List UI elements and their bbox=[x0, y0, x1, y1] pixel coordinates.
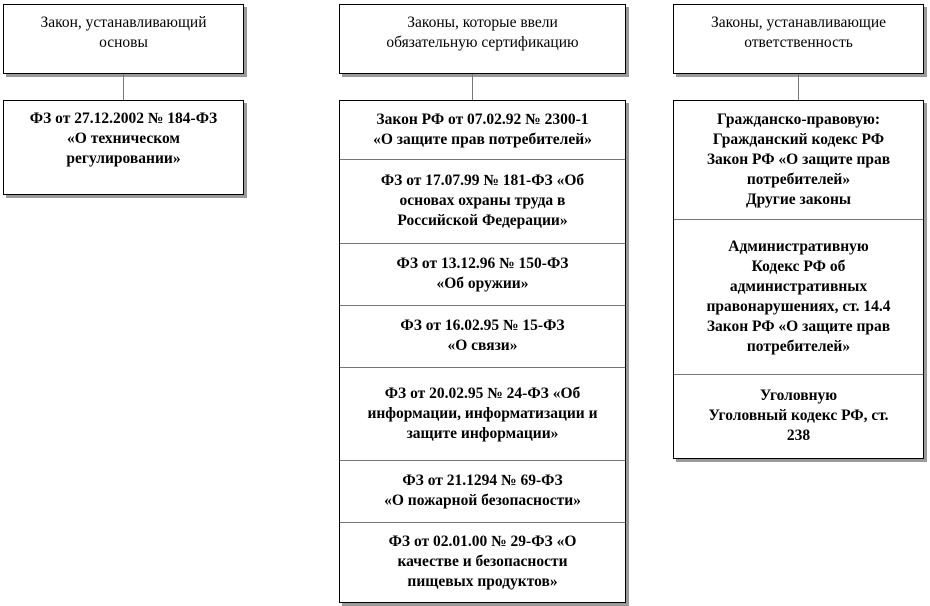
column-2-item-1: Закон РФ от 07.02.92 № 2300-1 «О защите прав потребителей» bbox=[373, 111, 592, 148]
column-2-body bbox=[339, 100, 626, 603]
column-2-item-3: ФЗ от 13.12.96 № 150-ФЗ «Об оружии» bbox=[396, 255, 569, 292]
column-1-body bbox=[3, 100, 244, 195]
column-3-header bbox=[673, 4, 924, 74]
column-2-header-text: Законы, которые ввели обязательную сертификацию bbox=[386, 14, 579, 51]
column-2-connector bbox=[472, 74, 473, 100]
column-3-item-1: Гражданско-правовую: Гражданский кодекс РФ Закон РФ «О защите прав потребителей» Другие законы bbox=[706, 111, 891, 208]
column-3-body bbox=[673, 100, 924, 459]
column-2-item-6: ФЗ от 21.1294 № 69-ФЗ «О пожарной безопасности» bbox=[384, 472, 581, 509]
column-1-header-text: Закон, устанавливающий основы bbox=[40, 14, 207, 51]
column-3-item-3: Уголовную Уголовный кодекс РФ, ст. 238 bbox=[708, 387, 889, 444]
column-3-header-text: Законы, устанавливающие ответственность bbox=[710, 14, 887, 51]
column-1-connector bbox=[123, 74, 124, 100]
column-2-item-4: ФЗ от 16.02.95 № 15-ФЗ «О связи» bbox=[400, 317, 565, 354]
column-2-item-2: ФЗ от 17.07.99 № 181-ФЗ «Об основах охраны труда в Российской Федерации» bbox=[380, 172, 585, 229]
column-2-item-5: ФЗ от 20.02.95 № 24-ФЗ «Об информации, информатизации и защите информации» bbox=[367, 384, 598, 442]
column-3-item-2: Административную Кодекс РФ об административных правонарушениях, ст. 14.4 Закон РФ «О защите прав потребителей» bbox=[706, 237, 891, 355]
column-1-item-1: ФЗ от 27.12.2002 № 184-ФЗ «О техническом регулировании» bbox=[29, 110, 218, 167]
column-1-header bbox=[3, 4, 244, 74]
column-3-connector bbox=[798, 74, 799, 100]
column-2-item-7: ФЗ от 02.01.00 № 29-ФЗ «О качестве и безопасности пищевых продуктов» bbox=[388, 533, 577, 590]
column-2-header bbox=[339, 4, 626, 74]
